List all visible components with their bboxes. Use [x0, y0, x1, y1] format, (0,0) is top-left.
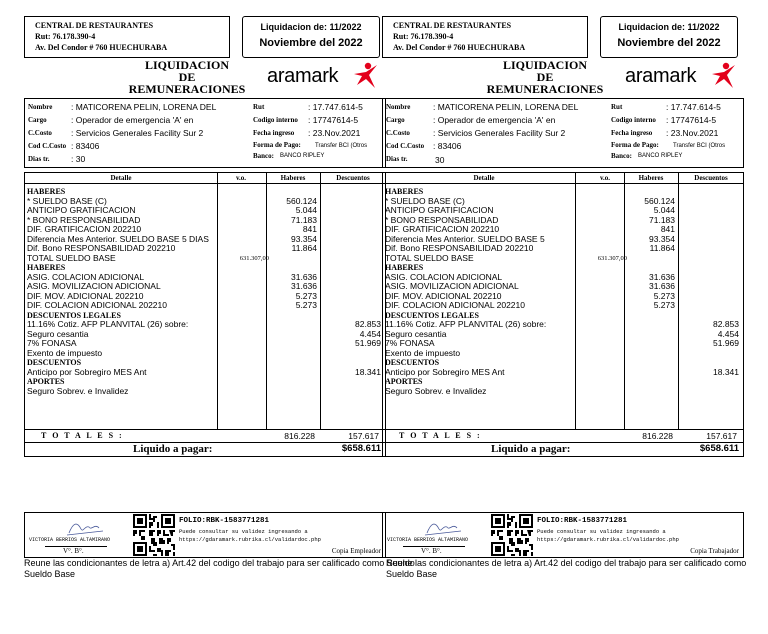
row-descuentos: 82.853	[713, 319, 739, 329]
row-detail: ASIG. COLACION ADICIONAL	[385, 272, 503, 282]
employee-code: : 17747614-5	[666, 115, 717, 125]
logo-wordmark: aramark	[625, 65, 697, 87]
row-haberes: 5.044	[653, 205, 675, 215]
signature	[387, 519, 492, 545]
legal-note-right: Reune las condicionantes de letra a) Art.42 del codigo del trabajo para ser calificado como Sueldo Base	[386, 558, 747, 579]
signature-box-worker	[382, 512, 744, 558]
section-heading	[27, 358, 385, 368]
totals-row: T O T A L E S : 816.228 157.617	[25, 429, 385, 443]
row-detail: Anticipo por Sobregiro MES Ant	[27, 367, 147, 377]
row-vo: 631.307,00	[597, 254, 627, 262]
row-detail: DIF. MOV. ADICIONAL 202210	[385, 291, 502, 301]
period-label: Liquidacion de: 11/2022	[260, 22, 362, 32]
row-haberes: 31.636	[649, 271, 675, 282]
employee-info: Nombre : MATICORENA PELIN, LORENA DEL Cargo : Operador de emergencia 'A' en C.Costo : Servicios Generales Facility Sur 2 Cod C.Costo : 83406 Dias tr. : 30 Rut : 17.747.614-5 Codigo interno : 17747614-5 Fecha ingreso : 23.Nov.2021 Forma de Pago: Transfer BCI (Otros Banco: BANCO RIPLEY	[24, 98, 386, 168]
row-detail: 7% FONASA	[27, 339, 77, 348]
row-detail: HABERES	[27, 187, 66, 196]
payroll-table	[382, 172, 744, 457]
company-address: Av. Del Condor # 760 HUECHURABA	[393, 43, 526, 52]
employee-days: 30	[435, 155, 445, 165]
company-box	[24, 16, 230, 58]
payment-method: Transfer BCI (Otros	[673, 143, 726, 149]
row-detail: Dif. Bono RESPONSABILIDAD 202210	[27, 244, 176, 253]
table-row	[385, 301, 743, 311]
section-heading	[27, 263, 385, 273]
table-row	[27, 387, 385, 397]
row-haberes: 71.183	[649, 214, 675, 225]
table-row	[385, 368, 743, 378]
employee-cost-center: : Servicios Generales Facility Sur 2	[71, 128, 204, 138]
table-header: Detalle v.o. Haberes Descuentos	[25, 173, 385, 184]
vb-label: V°. B°.	[421, 547, 442, 555]
period-box	[242, 16, 380, 58]
signature-box-employer	[24, 512, 386, 558]
company-box	[382, 16, 588, 58]
employee-code: : 17747614-5	[308, 115, 359, 125]
row-descuentos: 4.454	[359, 328, 381, 339]
company-rut: Rut: 76.178.390-4	[393, 32, 454, 41]
table-row	[27, 216, 385, 226]
row-detail: * BONO RESPONSABILIDAD	[385, 215, 499, 225]
employee-start-date: : 23.Nov.2021	[308, 128, 361, 138]
section-heading	[385, 311, 743, 321]
row-detail: DIF. GRATIFICACION 202210	[385, 225, 500, 234]
table-row	[27, 292, 385, 302]
row-detail: APORTES	[27, 377, 65, 386]
starperson-icon	[351, 61, 381, 91]
row-detail: Seguro Sobrev. e Invalidez	[27, 386, 129, 396]
totals-row: T O T A L E S : 816.228 157.617	[383, 429, 743, 443]
row-descuentos: 51.969	[713, 338, 739, 348]
row-descuentos: 51.969	[355, 338, 381, 348]
bank-name: BANCO RIPLEY	[280, 153, 325, 159]
employee-days: : 30	[71, 154, 86, 164]
row-descuentos: 82.853	[355, 319, 381, 329]
table-row	[385, 292, 743, 302]
row-detail: ASIG. COLACION ADICIONAL	[27, 272, 145, 282]
payslip-worker-copy	[382, 16, 744, 486]
employee-start-date: : 23.Nov.2021	[666, 128, 719, 138]
row-detail: DIF. COLACION ADICIONAL 202210	[385, 301, 525, 310]
row-detail: DESCUENTOS	[27, 358, 82, 367]
employee-name: : MATICORENA PELIN, LORENA DEL	[71, 102, 217, 112]
table-row	[27, 282, 385, 292]
signer-name: VICTORIA BERRIOS ALTAMIRANO	[29, 537, 111, 543]
period-month: Noviembre del 2022	[259, 37, 363, 49]
section-heading	[27, 377, 385, 387]
row-detail: Seguro cesantia	[27, 329, 89, 339]
net-pay-value: $658.611	[699, 443, 739, 454]
period-label: Liquidacion de: 11/2022	[618, 22, 720, 32]
logo-wordmark: aramark	[267, 65, 339, 87]
table-row	[385, 197, 743, 207]
row-detail: ASIG. MOVILIZACION ADICIONAL	[385, 282, 519, 291]
table-row	[27, 273, 385, 283]
row-haberes: 31.636	[291, 271, 317, 282]
table-row	[385, 349, 743, 359]
company-name: CENTRAL DE RESTAURANTES	[393, 21, 512, 30]
table-row	[385, 225, 743, 235]
row-detail: 7% FONASA	[385, 339, 435, 348]
company-rut: Rut: 76.178.390-4	[35, 32, 96, 41]
table-row	[27, 349, 385, 359]
row-descuentos: 18.341	[355, 366, 381, 377]
legal-note-left: Reune las condicionantes de letra a) Art.42 del codigo del trabajo para ser calificado como Sueldo Sueldo Base	[24, 558, 415, 579]
row-haberes: 841	[660, 224, 675, 234]
table-rows	[385, 187, 743, 396]
row-descuentos: 18.341	[713, 366, 739, 377]
row-detail: 11.16% Cotiz. AFP PLANVITAL (26) sobre:	[385, 320, 547, 329]
row-haberes: 5.273	[295, 300, 317, 310]
row-detail: * SUELDO BASE (C)	[27, 196, 107, 206]
table-row	[27, 301, 385, 311]
validation-url[interactable]: https://gdaramark.rubrika.cl/validardoc.php	[179, 536, 321, 543]
row-detail: ANTICIPO GRATIFICACION	[27, 206, 136, 215]
employee-position: : Operador de emergencia 'A' en	[433, 115, 556, 125]
table-row	[27, 244, 385, 254]
row-haberes: 71.183	[291, 214, 317, 225]
table-header: Detalle v.o. Haberes Descuentos	[383, 173, 743, 184]
table-row	[385, 387, 743, 397]
section-heading	[27, 311, 385, 321]
row-vo: 631.307,00	[239, 254, 269, 262]
row-detail: Seguro Sobrev. e Invalidez	[385, 386, 487, 396]
signature	[29, 519, 134, 545]
handwritten-signature-icon	[387, 519, 487, 539]
table-row	[385, 339, 743, 349]
copy-label: Copia Empleador	[331, 547, 381, 555]
payslip-employer-copy	[24, 16, 386, 486]
handwritten-signature-icon	[29, 519, 129, 539]
payroll-table	[24, 172, 386, 457]
starperson-icon	[709, 61, 739, 91]
employee-rut: : 17.747.614-5	[666, 102, 721, 112]
document-title: LIQUIDACION DE REMUNERACIONES	[486, 58, 604, 96]
table-row	[385, 330, 743, 340]
row-detail: DIF. COLACION ADICIONAL 202210	[27, 301, 167, 310]
net-pay-row: Liquido a pagar: $658.611	[133, 443, 381, 455]
total-haberes: 816.228	[642, 431, 673, 441]
row-detail: HABERES	[27, 263, 66, 272]
table-row	[27, 254, 385, 264]
table-row	[27, 197, 385, 207]
table-row	[385, 235, 743, 245]
table-row	[27, 368, 385, 378]
net-pay-value: $658.611	[341, 443, 381, 454]
net-pay-row: Liquido a pagar: $658.611	[491, 443, 739, 455]
table-row	[27, 206, 385, 216]
row-haberes: 93.354	[291, 233, 317, 244]
employee-info: Nombre : MATICORENA PELIN, LORENA DEL Cargo : Operador de emergencia 'A' en C.Costo : Servicios Generales Facility Sur 2 Cod C.Costo : 83406 Dias tr. 30 Rut : 17.747.614-5 Codigo interno : 17747614-5 Fecha ingreso : 23.Nov.2021 Forma de Pago: Transfer BCI (Otros Banco: BANCO RIPLEY	[382, 98, 744, 168]
table-row	[385, 244, 743, 254]
table-row	[27, 235, 385, 245]
row-detail: Anticipo por Sobregiro MES Ant	[385, 367, 505, 377]
table-row	[385, 320, 743, 330]
row-detail: * SUELDO BASE (C)	[385, 196, 465, 206]
employee-position: : Operador de emergencia 'A' en	[71, 115, 194, 125]
row-haberes: 5.273	[653, 300, 675, 310]
aramark-logo	[267, 63, 385, 93]
row-haberes: 11.864	[291, 243, 317, 253]
company-address: Av. Del Condor # 760 HUECHURABA	[35, 43, 168, 52]
row-detail: ANTICIPO GRATIFICACION	[385, 206, 494, 215]
employee-cost-code: : 83406	[433, 141, 462, 151]
row-detail: Dif. Bono RESPONSABILIDAD 202210	[385, 244, 534, 253]
row-detail: DIF. GRATIFICACION 202210	[27, 225, 142, 234]
document-title: LIQUIDACION DE REMUNERACIONES	[128, 58, 246, 96]
row-detail: DESCUENTOS LEGALES	[27, 310, 121, 320]
row-detail: DESCUENTOS	[385, 358, 440, 367]
employee-name: : MATICORENA PELIN, LORENA DEL	[433, 102, 579, 112]
bank-name: BANCO RIPLEY	[638, 153, 683, 159]
folio-number: FOLIO:RBK-1583771281	[179, 517, 270, 525]
row-haberes: 5.044	[295, 205, 317, 215]
table-row	[27, 225, 385, 235]
section-heading	[385, 358, 743, 368]
section-heading	[27, 187, 385, 197]
row-detail: * BONO RESPONSABILIDAD	[27, 215, 141, 225]
row-detail: HABERES	[385, 187, 424, 196]
table-row	[27, 339, 385, 349]
total-descuentos: 157.617	[706, 431, 737, 441]
period-month: Noviembre del 2022	[617, 37, 721, 49]
table-row	[27, 320, 385, 330]
row-haberes: 31.636	[649, 281, 675, 291]
row-descuentos: 4.454	[717, 328, 739, 339]
table-row	[385, 206, 743, 216]
aramark-logo	[625, 63, 743, 93]
row-haberes: 841	[302, 224, 317, 234]
validation-url[interactable]: https://gdaramark.rubrika.cl/validardoc.php	[537, 536, 679, 543]
row-haberes: 93.354	[649, 233, 675, 244]
payment-method: Transfer BCI (Otros	[315, 143, 368, 149]
row-haberes: 5.273	[295, 290, 317, 301]
validation-info: Puede consultar su validez ingresando a https://gdaramark.rubrika.cl/validardoc.php	[179, 528, 321, 543]
copy-label: Copia Trabajador	[690, 547, 739, 555]
company-name: CENTRAL DE RESTAURANTES	[35, 21, 154, 30]
row-detail: APORTES	[385, 377, 423, 386]
validation-info: Puede consultar su validez ingresando a https://gdaramark.rubrika.cl/validardoc.php	[537, 528, 679, 543]
row-detail: ASIG. MOVILIZACION ADICIONAL	[27, 282, 161, 291]
signer-name: VICTORIA BERRIOS ALTAMIRANO	[387, 537, 469, 543]
vb-label: V°. B°.	[63, 547, 84, 555]
table-row	[385, 254, 743, 264]
employee-rut: : 17.747.614-5	[308, 102, 363, 112]
row-detail: Diferencia Mes Anterior. SUELDO BASE 5	[385, 234, 545, 244]
row-detail: HABERES	[385, 263, 424, 272]
row-detail: DIF. MOV. ADICIONAL 202210	[27, 291, 144, 301]
qr-code-icon	[133, 514, 175, 556]
total-descuentos: 157.617	[348, 431, 379, 441]
table-row	[385, 282, 743, 292]
table-rows	[27, 187, 385, 396]
row-detail: DESCUENTOS LEGALES	[385, 310, 479, 320]
row-detail: TOTAL SUELDO BASE	[27, 253, 116, 263]
period-box	[600, 16, 738, 58]
table-row	[385, 273, 743, 283]
qr-code-icon	[491, 514, 533, 556]
row-detail: 11.16% Cotiz. AFP PLANVITAL (26) sobre:	[27, 320, 189, 329]
total-haberes: 816.228	[284, 431, 315, 441]
row-haberes: 560.124	[644, 195, 675, 206]
row-detail: TOTAL SUELDO BASE	[385, 253, 474, 263]
row-haberes: 11.864	[649, 243, 675, 253]
employee-cost-center: : Servicios Generales Facility Sur 2	[433, 128, 566, 138]
row-detail: Exento de impuesto	[27, 348, 103, 358]
employee-cost-code: : 83406	[71, 141, 100, 151]
section-heading	[385, 187, 743, 197]
row-haberes: 5.273	[653, 290, 675, 301]
row-detail: Diferencia Mes Anterior. SUELDO BASE 5 DIAS	[27, 234, 209, 244]
row-detail: Exento de impuesto	[385, 348, 461, 358]
section-heading	[385, 263, 743, 273]
row-detail: Seguro cesantia	[385, 329, 447, 339]
table-row	[27, 330, 385, 340]
folio-number: FOLIO:RBK-1583771281	[537, 517, 628, 525]
row-haberes: 560.124	[286, 195, 317, 206]
section-heading	[385, 377, 743, 387]
row-haberes: 31.636	[291, 281, 317, 291]
table-row	[385, 216, 743, 226]
